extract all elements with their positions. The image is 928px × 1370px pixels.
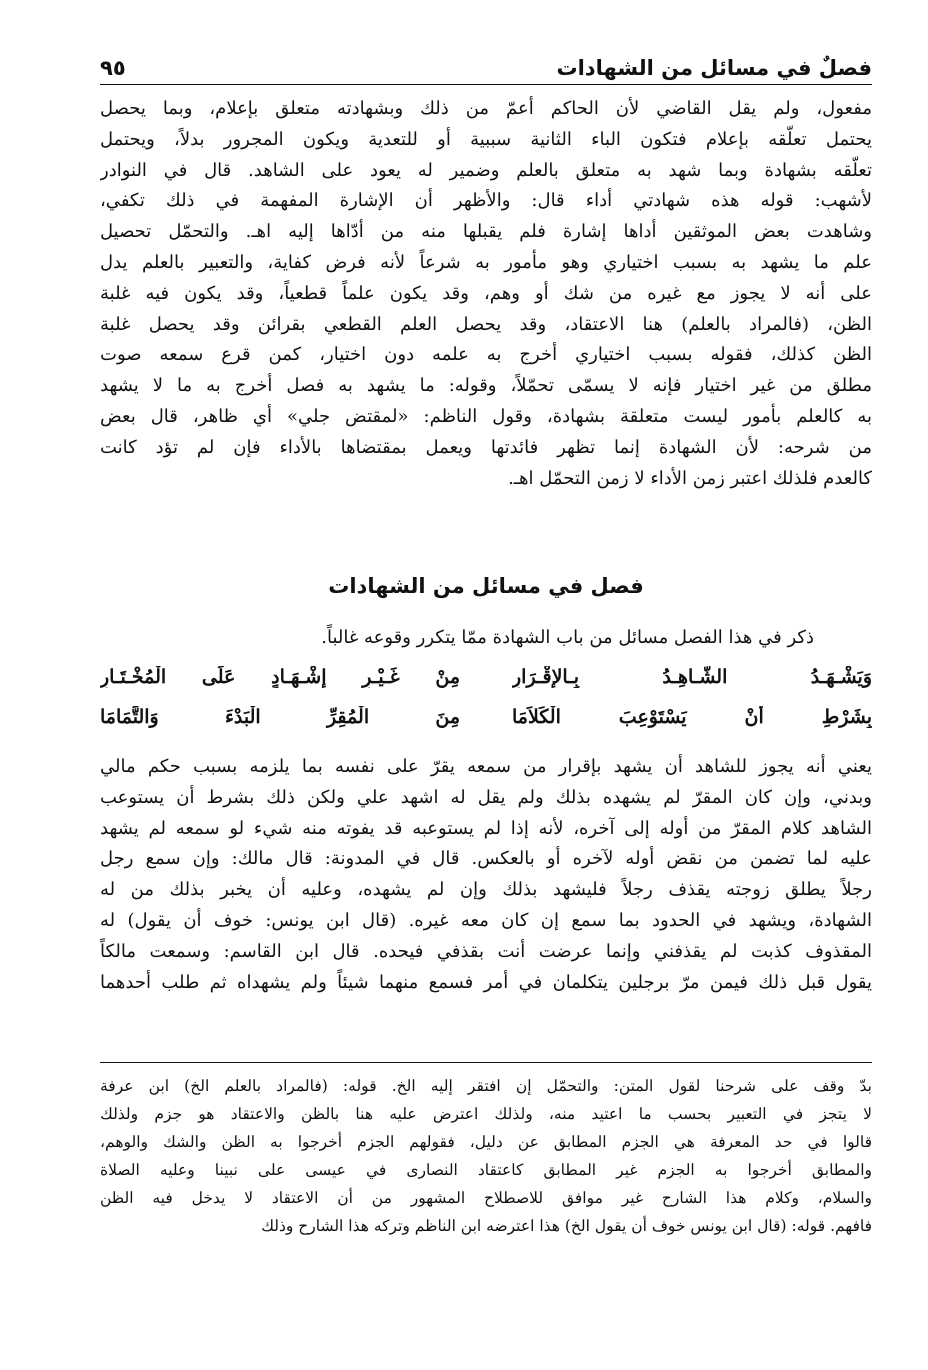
commentary-line: رجلاً يطلق زوجته يقذف رجلاً فليشهد بذلك وإن لم يشهده، وعليه أن يخبر بذلك من له [100, 879, 872, 901]
footnote-line: بدّ وقف على شرحنا لقول المتن: والتحمّل إن افتقر إليه الخ. قوله: (فالمراد بالعلم الخ) ابن عرفة [100, 1077, 872, 1095]
body-line: تعلّقه بشهادة وبما شهد به متعلق بالعلم وضمير له يعود على الشاهد. قال في النوادر [100, 159, 872, 181]
body-text [100, 94, 872, 494]
commentary-line: يقول قبل ذلك فيمن مرّ برجلين يتكلمان في أمر فسمع منهما شيئاً ولم يشهداه ثم طلب أحدهما [100, 971, 872, 993]
footnote-line: والسلام، وكلام هذا الشارح غير موافق للاصطلاح المشهور من أن الاعتقاد لا يدخل فيه الظن [100, 1189, 872, 1207]
body-line: به كالعلم بأمور ليست متعلقة بشهادة، وقول الناظم: «لمقتض جلي» أي ظاهر، قال بعض [100, 405, 872, 427]
commentary-line: عليه لما تضمن من نقض أوله لآخره أو بالعكس. قال في المدونة: قال مالك: وإن سمع رجل [100, 848, 872, 870]
commentary-line: الشاهد كلام المقرّ من أوله إلى آخره، لأنه إذا لم يستوعبه قد يفوته منه شيء لو سمعه لم يشهد [100, 817, 872, 839]
body-line: يحتمل تعلّقه بإعلام فتكون الباء الثانية سببية أو للتعدية ويكون المجرور بدلاً، ويحتمل [100, 128, 872, 150]
body-line: لأشهب: قوله هذه شهادتي أداء قال: والأظهر أن الإشارة المفهمة في ذلك تكفي، [100, 190, 872, 212]
commentary-line: الشهادة، ويشهد في الحدود بما سمع إن كان معه غيره. (قال ابن يونس: خوف أن يقول) له [100, 909, 872, 931]
footnote-line: لا يتجز في التعبير بحسب ما اعتيد منه، ولذلك اعترض عليه هنا بالظن والاعتقاد هو جزم ولذلك [100, 1105, 872, 1123]
section-heading: فصل في مسائل من الشهادات [328, 574, 644, 598]
page-number: ٩٥ [100, 56, 126, 80]
commentary-line: وبدني، وإن كان المقرّ لم يشهده بذلك ولم يقل له اشهد علي ولكن ذلك بشرط أن يستوعب [100, 786, 872, 808]
running-head [100, 44, 872, 80]
body-line: مفعول، ولم يقل القاضي لأن الحاكم أعمّ من ذلك وبشهادته متعلق بإعلام، وبما يحصل [100, 98, 872, 119]
running-title: فصلٌ في مسائل من الشهادات [556, 56, 872, 80]
body-line: علم ما يشهد به بسبب اختياري وهو مأمور به شرعاً لأنه فرض كفاية، والتعبير بالعلم يدل [100, 251, 872, 273]
body-line: الظن، (فالمراد بالعلم) هنا الاعتقاد، وقد يحصل العلم القطعي بقرائن وقد يحصل غلبة [100, 313, 872, 335]
footnote-line: والمطابق أخرجوا به الجزم غير المطابق كاعتقاد النصارى في عيسى على نبينا وعليه الصلاة [100, 1161, 872, 1179]
body-line: على أنه لا يجوز مع غيره من شك أو وهم، وقد يكون علماً قطعياً، وقد يكون فيه غلبة [100, 282, 872, 304]
body-line: مطلق من غير اختيار فإنه لا يسمّى تحمّلاً، وقوله: ما يشهد به فصل أخرج به ما لا يشهد [100, 375, 872, 397]
commentary-line: يعني أنه يجوز للشاهد أن يشهد بإقرار من سمعه يقرّ على نفسه بما يلزمه بسبب حكم مالي [100, 756, 872, 777]
footnote-line: قالوا في حد المعرفة هي الجزم المطابق عن دليل، فقولهم الجزم أخرجوا به الظن والشك والوهم، [100, 1133, 872, 1151]
body-line: من شرحه: لأن الشهادة إنما تظهر فائدتها ويعمل بمقتضاها بالأداء فإن لم تؤد كانت [100, 436, 872, 458]
body-line: وشاهدت بعض الموثقين أداها إشارة فلم يقبلها منه من أدّاها إليه اهـ. والتحمّل تحصيل [100, 221, 872, 243]
commentary-line: المقذوف كذبت لم يقذفني وإنما عرضت أنت بقذفي فيحده. قال ابن القاسم: وسمعت مالكاً [100, 940, 872, 962]
footnote-rule [100, 1062, 872, 1063]
header-rule [100, 84, 872, 85]
footnotes [100, 1072, 872, 1240]
verse-first-hemistich: بِشَرْطِ أَنْ يَسْتَوْعِبَ الْكَلاَمَا [512, 706, 872, 728]
section-intro: ذكر في هذا الفصل مسائل من باب الشهادة ممّا يتكرر وقوعه غالباً. [321, 627, 814, 648]
verse-first-hemistich: وَيَشْـهَـدُ الشَّـاهِـدُ بِـالإِقْـرَارِ [512, 666, 872, 688]
footnote-line: فافهم. قوله: (قال ابن يونس خوف أن يقول الخ) هذا اعترضه ابن الناظم وتركه هذا الشارح وذلك [261, 1217, 872, 1235]
commentary-text [100, 752, 872, 998]
body-line: الظن كذلك، فقوله بسبب اختياري أخرج به علمه دون اختيار، كمن قرع سمعه صوت [100, 344, 872, 366]
verse-second-hemistich: مِنَ الْمُقِرِّ الْبَدْءَ وَالتَّمَامَا [100, 706, 460, 728]
verse-line [100, 706, 872, 728]
verse-line [100, 666, 872, 688]
verse-second-hemistich: مِنْ غَـيْـرِ إِشْـهَـادٍ عَلَى الْمُخْـتَـارِ [100, 666, 460, 688]
body-line: كالعدم فلذلك اعتبر زمن الأداء لا زمن التحمّل اهـ. [508, 467, 872, 489]
